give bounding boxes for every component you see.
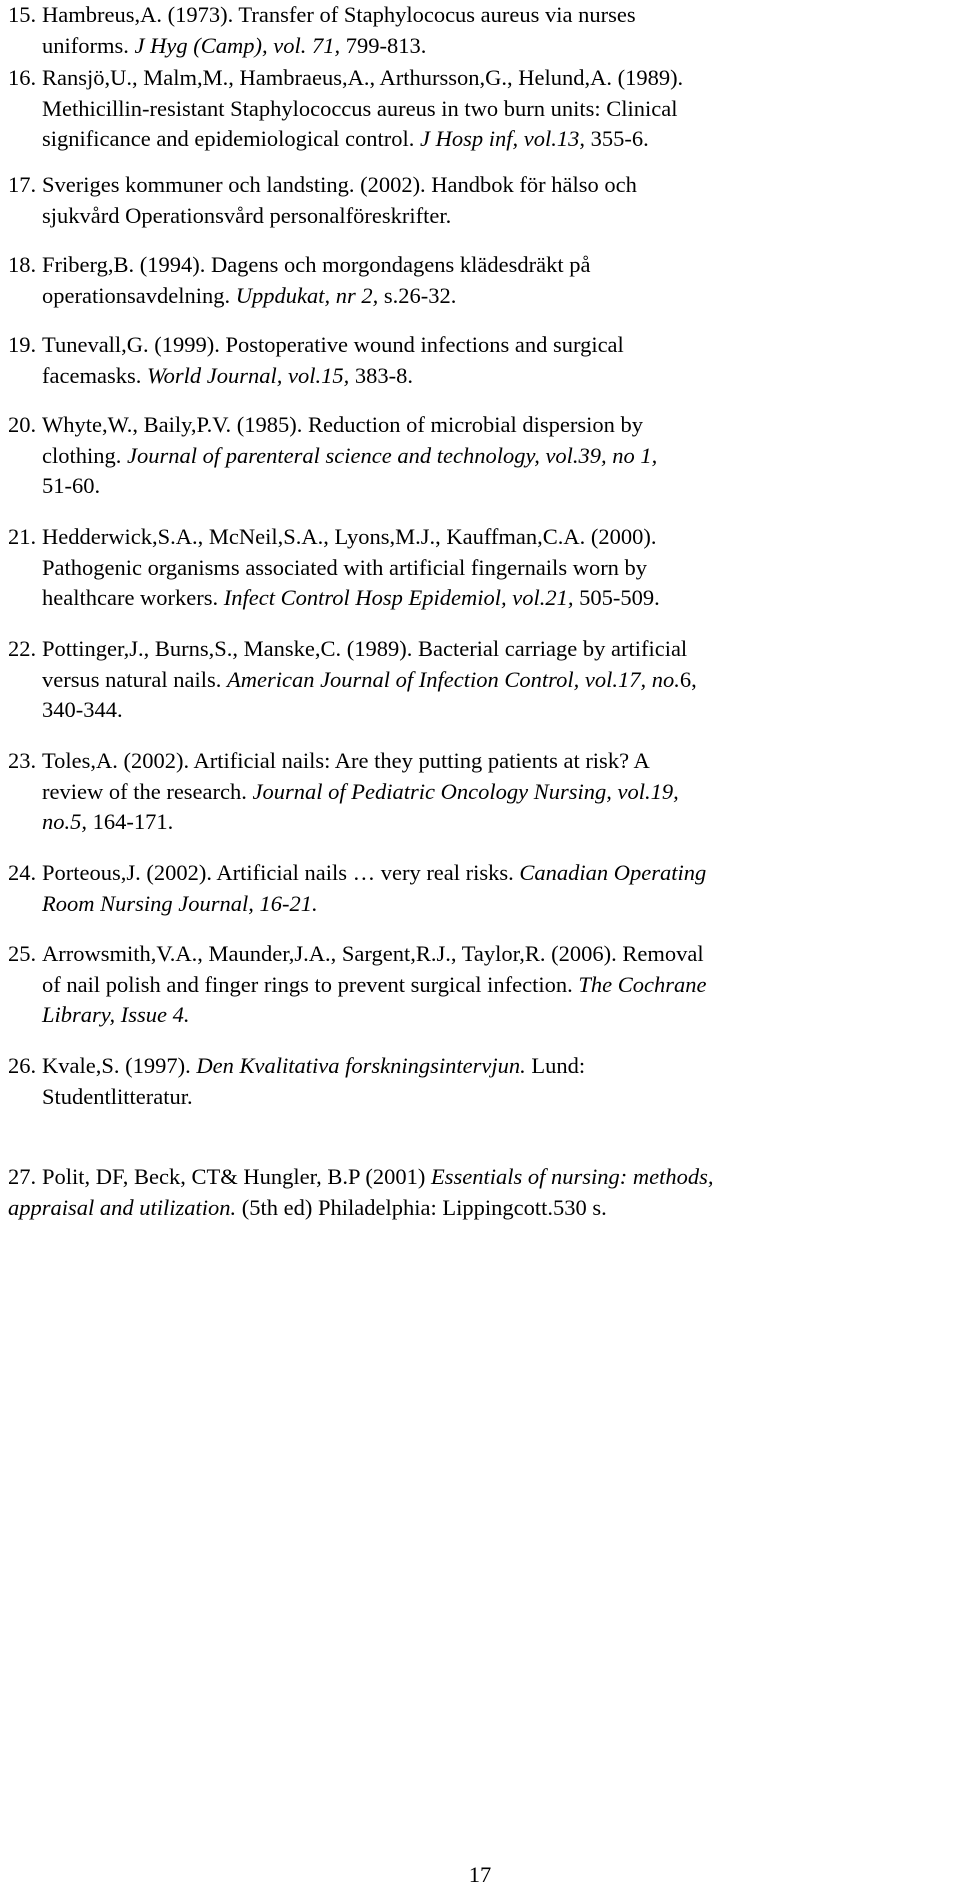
reference-italic-text: J Hyg (Camp), vol. 71, [134, 32, 341, 58]
reference-text: versus natural nails. [42, 666, 227, 692]
reference-italic-text: American Journal of Infection Control, vol.17, no. [226, 666, 680, 692]
reference-line [8, 634, 952, 665]
reference-line [8, 858, 952, 889]
reference-text: healthcare workers. [42, 585, 224, 610]
reference-text: 6, [679, 666, 697, 692]
reference-italic-text: no.5, [42, 809, 87, 834]
reference-line [8, 201, 952, 232]
reference-26 [8, 1051, 952, 1112]
reference-text: Porteous,J. (2002). Artificial nails … very real risks. [42, 860, 520, 885]
reference-italic-text: Journal of parenteral science and technology, vol.39, no 1, [127, 442, 658, 468]
reference-line [8, 94, 952, 125]
reference-25 [8, 939, 952, 1031]
reference-italic-text: Essentials of nursing: methods, [430, 1164, 714, 1189]
reference-line [8, 471, 952, 502]
reference-italic-text: Journal of Pediatric Oncology Nursing, vol.19, [252, 778, 679, 804]
reference-text: 355-6. [584, 126, 649, 151]
reference-line [8, 970, 952, 1001]
reference-text: significance and epidemiological control. [42, 126, 420, 151]
reference-18 [8, 250, 952, 311]
reference-text: s.26-32. [378, 282, 457, 308]
reference-number: 20. [8, 412, 37, 437]
reference-italic-text: appraisal and utilization. [8, 1194, 237, 1220]
reference-text: Hambreus,A. (1973). Transfer of Staphylococus aureus via nurses [42, 2, 636, 27]
reference-line [8, 330, 952, 361]
reference-line [8, 124, 952, 155]
reference-italic-text: World Journal, vol.15, [146, 362, 350, 388]
reference-17 [8, 170, 952, 231]
reference-line [8, 410, 952, 441]
reference-line [8, 777, 952, 808]
reference-line [8, 250, 952, 281]
reference-number: 21. [8, 524, 37, 549]
reference-number: 17. [8, 172, 37, 197]
reference-text: operationsavdelning. [42, 282, 236, 308]
reference-number: 27. [8, 1164, 37, 1189]
reference-text: Sveriges kommuner och landsting. (2002). Handbok för hälso och [42, 172, 637, 197]
reference-line [8, 441, 952, 472]
reference-number: 22. [8, 636, 37, 661]
reference-line [8, 1082, 952, 1113]
reference-italic-text: Infect Control Hosp Epidemiol, vol.21, [223, 585, 574, 610]
reference-line [8, 1193, 952, 1224]
reference-text: Arrowsmith,V.A., Maunder,J.A., Sargent,R.J., Taylor,R. (2006). Removal [42, 941, 704, 966]
reference-line [8, 665, 952, 696]
reference-text: Ransjö,U., Malm,M., Hambraeus,A., Arthursson,G., Helund,A. (1989). [42, 65, 684, 90]
reference-line [8, 889, 952, 920]
reference-21 [8, 522, 952, 614]
reference-number: 15. [8, 2, 37, 27]
reference-line [8, 746, 952, 777]
reference-15 [8, 0, 952, 61]
reference-line [8, 807, 952, 838]
reference-text: of nail polish and finger rings to prevent surgical infection. [42, 971, 579, 997]
reference-text: 799-813. [340, 32, 427, 58]
reference-italic-text: J Hosp inf, vol.13, [420, 126, 585, 151]
reference-text: Toles,A. (2002). Artificial nails: Are they putting patients at risk? A [42, 748, 650, 773]
reference-27 [8, 1162, 952, 1223]
reference-line [8, 170, 952, 201]
reference-text: uniforms. [42, 32, 135, 58]
reference-20 [8, 410, 952, 502]
reference-text: 383-8. [349, 362, 413, 388]
reference-19 [8, 330, 952, 391]
reference-23 [8, 746, 952, 838]
reference-line [8, 583, 952, 614]
reference-text: clothing. [42, 442, 127, 468]
reference-italic-text: The Cochrane [578, 971, 707, 997]
reference-text: review of the research. [42, 778, 253, 804]
reference-text: Pathogenic organisms associated with artificial fingernails worn by [42, 554, 648, 580]
reference-text: 505-509. [573, 585, 660, 610]
reference-line [8, 281, 952, 312]
reference-line [8, 63, 952, 94]
page-number: 17 [468, 1862, 492, 1887]
reference-number: 26. [8, 1053, 37, 1078]
reference-text: (5th ed) Philadelphia: Lippingcott.530 s. [236, 1194, 607, 1220]
reference-16 [8, 63, 952, 155]
reference-text: Whyte,W., Baily,P.V. (1985). Reduction of microbial dispersion by [42, 412, 643, 437]
reference-text: sjukvård Operationsvård personalföreskrifter. [42, 202, 452, 228]
reference-text: Hedderwick,S.A., McNeil,S.A., Lyons,M.J., Kauffman,C.A. (2000). [42, 524, 657, 549]
reference-text: Studentlitteratur. [42, 1083, 193, 1109]
reference-22 [8, 634, 952, 726]
reference-number: 19. [8, 332, 37, 357]
reference-italic-text: Uppdukat, nr 2, [235, 282, 379, 308]
reference-text: 340-344. [42, 697, 123, 722]
reference-line [8, 939, 952, 970]
reference-italic-text: Room Nursing Journal, 16-21. [42, 890, 318, 916]
reference-number: 18. [8, 252, 37, 277]
reference-line [8, 31, 952, 62]
reference-line [8, 1162, 952, 1193]
reference-line [8, 1000, 952, 1031]
reference-text: 51-60. [42, 473, 101, 498]
reference-line [8, 361, 952, 392]
reference-text: Pottinger,J., Burns,S., Manske,C. (1989). Bacterial carriage by artificial [42, 636, 688, 661]
reference-text: Friberg,B. (1994). Dagens och morgondagens klädesdräkt på [42, 252, 591, 277]
reference-italic-text: Den Kvalitativa forskningsintervjun. [196, 1053, 526, 1078]
reference-number: 23. [8, 748, 37, 773]
reference-text: Kvale,S. (1997). [42, 1053, 197, 1078]
reference-italic-text: Canadian Operating [519, 860, 707, 885]
reference-line [8, 522, 952, 553]
reference-text: 164-171. [87, 809, 174, 834]
reference-line [8, 0, 952, 31]
reference-line [8, 695, 952, 726]
reference-number: 25. [8, 941, 37, 966]
reference-line [8, 1051, 952, 1082]
reference-text: Methicillin-resistant Staphylococcus aureus in two burn units: Clinical [42, 95, 678, 121]
reference-line [8, 553, 952, 584]
reference-text: facemasks. [42, 362, 147, 388]
reference-italic-text: Library, Issue 4. [42, 1002, 190, 1027]
reference-24 [8, 858, 952, 919]
reference-text: Polit, DF, Beck, CT& Hungler, B.P (2001) [42, 1164, 431, 1189]
reference-text: Lund: [525, 1053, 586, 1078]
reference-number: 24. [8, 860, 37, 885]
reference-number: 16. [8, 65, 37, 90]
reference-text: Tunevall,G. (1999). Postoperative wound infections and surgical [42, 332, 624, 357]
